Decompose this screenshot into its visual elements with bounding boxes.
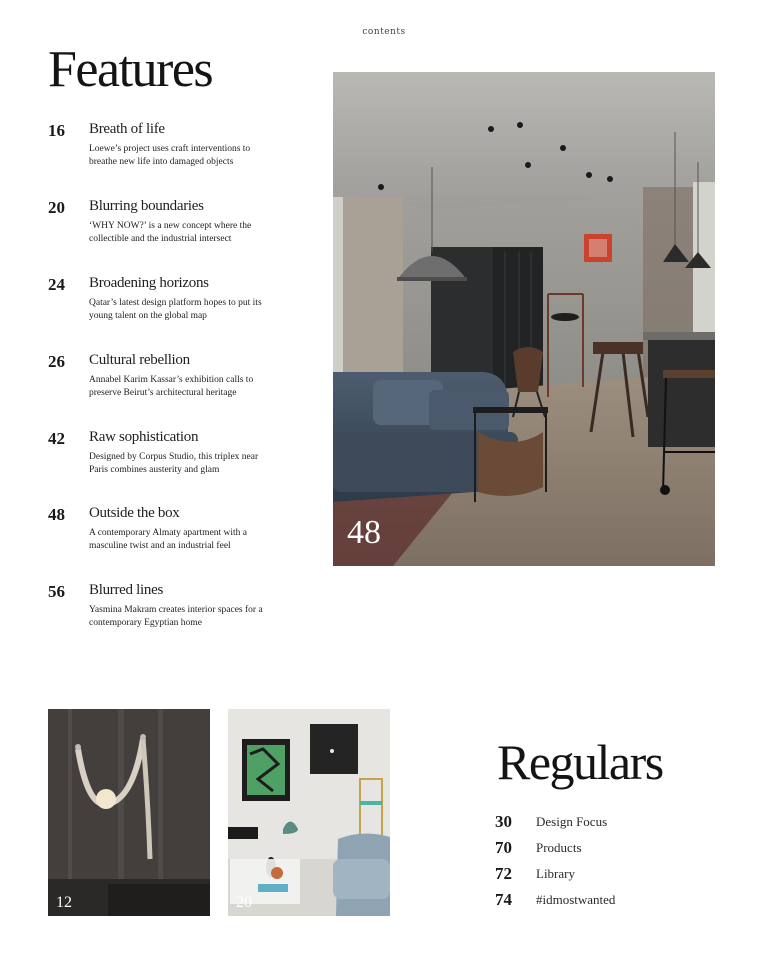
regular-label: Products	[536, 840, 582, 855]
regular-page-number: 72	[495, 864, 512, 883]
hero-illustration	[333, 72, 715, 566]
section-label: contents	[362, 27, 406, 37]
feature-title: Raw sophistication	[89, 429, 199, 445]
feature-page-number: 48	[48, 505, 65, 524]
hero-page-number: 48	[347, 514, 381, 551]
thumb-1-page-number: 12	[56, 894, 72, 911]
regular-label: Library	[536, 866, 575, 881]
feature-description: ‘WHY NOW?’ is a new concept where the collectible and the industrial intersect	[89, 221, 252, 244]
feature-page-number: 20	[48, 198, 65, 217]
feature-page-number: 26	[48, 352, 65, 371]
feature-description: Designed by Corpus Studio, this triplex near Paris combines austerity and glam	[89, 452, 259, 475]
hero-photo[interactable]	[333, 72, 715, 566]
thumb-photo-2[interactable]	[228, 709, 390, 916]
feature-page-number: 24	[48, 275, 65, 294]
regular-label: Design Focus	[536, 814, 608, 829]
thumb-2-illustration	[228, 709, 390, 916]
regular-page-number: 30	[495, 812, 512, 831]
feature-page-number: 56	[48, 582, 65, 601]
thumb-2-page-number: 20	[236, 894, 252, 911]
feature-description: A contemporary Almaty apartment with a masculine twist and an industrial feel	[89, 528, 248, 551]
thumb-1-illustration	[48, 709, 210, 916]
regulars-title: Regulars	[497, 734, 663, 790]
thumb-photo-1[interactable]	[48, 709, 210, 916]
regular-page-number: 70	[495, 838, 512, 857]
feature-description: Loewe’s project uses craft interventions to breathe new life into damaged objects	[89, 144, 251, 167]
feature-title: Blurred lines	[89, 582, 164, 598]
feature-title: Broadening horizons	[89, 275, 209, 291]
regular-label: #idmostwanted	[536, 892, 616, 907]
feature-page-number: 42	[48, 429, 65, 448]
feature-description: Yasmina Makram creates interior spaces for a contemporary Egyptian home	[89, 605, 263, 628]
feature-title: Breath of life	[89, 121, 165, 137]
feature-description: Annabel Karim Kassar’s exhibition calls to preserve Beirut’s architectural heritage	[89, 375, 254, 398]
regular-page-number: 74	[495, 890, 512, 909]
features-title: Features	[48, 41, 213, 98]
feature-description: Qatar’s latest design platform hopes to put its young talent on the global map	[89, 298, 262, 321]
feature-title: Outside the box	[89, 505, 180, 521]
feature-title: Cultural rebellion	[89, 352, 190, 368]
feature-title: Blurring boundaries	[89, 198, 204, 214]
feature-page-number: 16	[48, 121, 65, 140]
